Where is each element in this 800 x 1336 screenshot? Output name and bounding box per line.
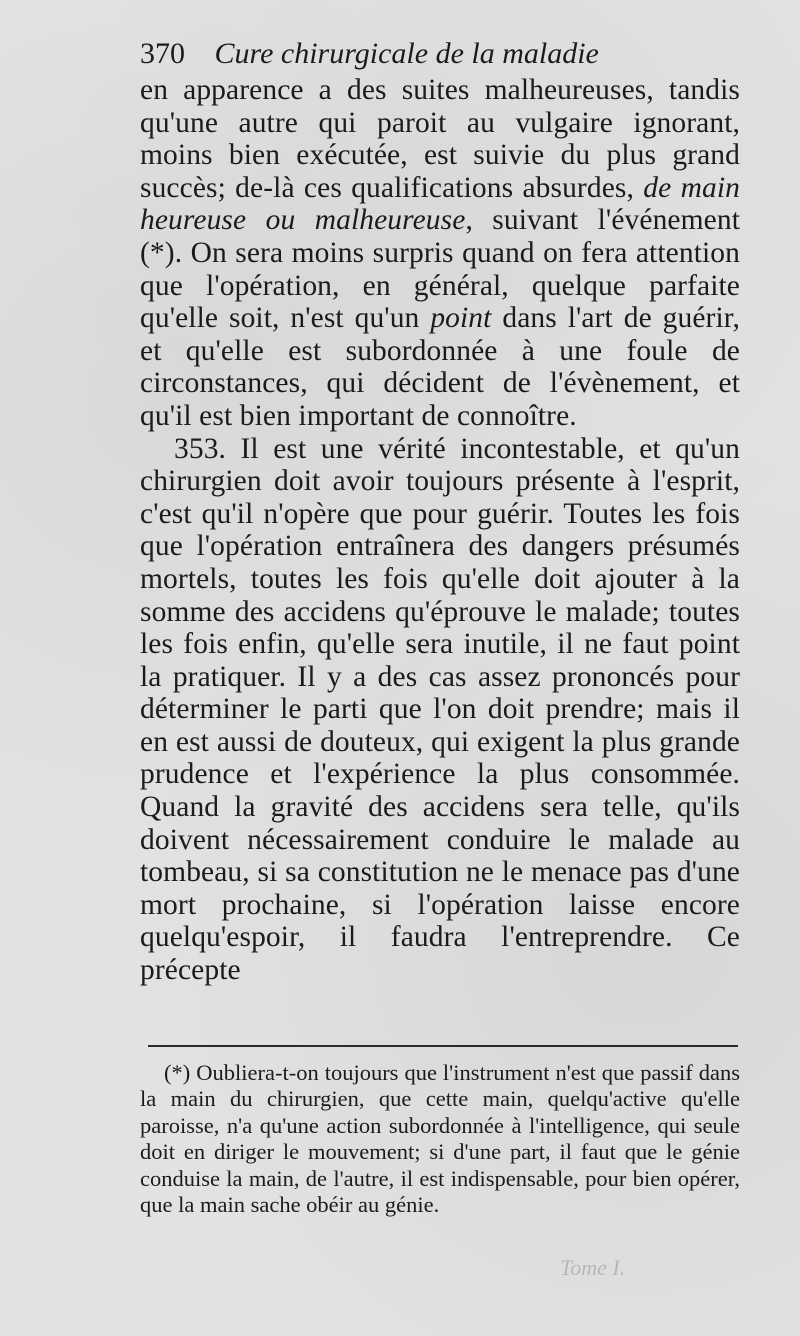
running-head — [140, 34, 740, 74]
italic-phrase: de main heureuse ou malheureuse — [140, 171, 740, 237]
footnote-rule — [148, 1045, 738, 1047]
text-run: , suivant l'événement (*). On sera moins surpris quand on fera attention que l'opération, en général, quelque parfaite qu'elle soit, n'est qu'un — [140, 204, 740, 335]
footnote-text: (*) Oubliera-t-on toujours que l'instrument n'est que passif dans la main du chirurgien, que cette main, quelqu'active qu'elle paroisse, n'a qu'une action subordonnée à l'intelligence, qui seule doit en diriger le mouvement; si d'une part, il faut que le génie conduise la main, de l'autre, il est indispensable, pour bien opérer, que la main sache obéir au génie. — [140, 1060, 740, 1218]
italic-word: point — [430, 302, 492, 335]
footnote — [140, 1060, 740, 1218]
paragraph-continuation — [140, 74, 740, 433]
main-text — [140, 74, 740, 987]
running-title: Cure chirurgicale de la maladie — [214, 37, 599, 70]
page-number: 370 — [140, 37, 185, 70]
paragraph-353: 353. Il est une vérité incontestable, et qu'un chirurgien doit avoir toujours présente à l'esprit, c'est qu'il n'opère que pour guérir. Toutes les fois que l'opération entraînera des dangers présumés mortels, toutes les fois qu'elle doit ajouter à la somme des accidens qu'éprouve le malade; toutes les fois enfin, qu'elle sera inutile, il ne faut point la pratiquer. Il y a des cas assez prononcés pour déterminer le parti que l'on doit prendre; mais il en est aussi de douteux, qui exigent la plus grande prudence et l'expérience la plus consommée. Quand la gravité des accidens sera telle, qu'ils doivent nécessairement conduire le malade au tombeau, si sa constitution ne le menace pas d'une mort prochaine, si l'opération laisse encore quelqu'espoir, il faudra l'entreprendre. Ce précepte — [140, 432, 740, 987]
text-run: en apparence a des suites malheureuses, tandis qu'une autre qui paroit au vulgaire ignorant, moins bien exécutée, est suivie du plus grand succès; de-là ces qualifications absurdes, — [140, 74, 740, 204]
text-run: dans l'art de guérir, et qu'elle est subordonnée à une foule de circonstances, qui décident de l'évènement, et qu'il est bien important de connoître. — [140, 302, 740, 432]
bleed-through-text: Tome I. — [560, 1255, 626, 1280]
